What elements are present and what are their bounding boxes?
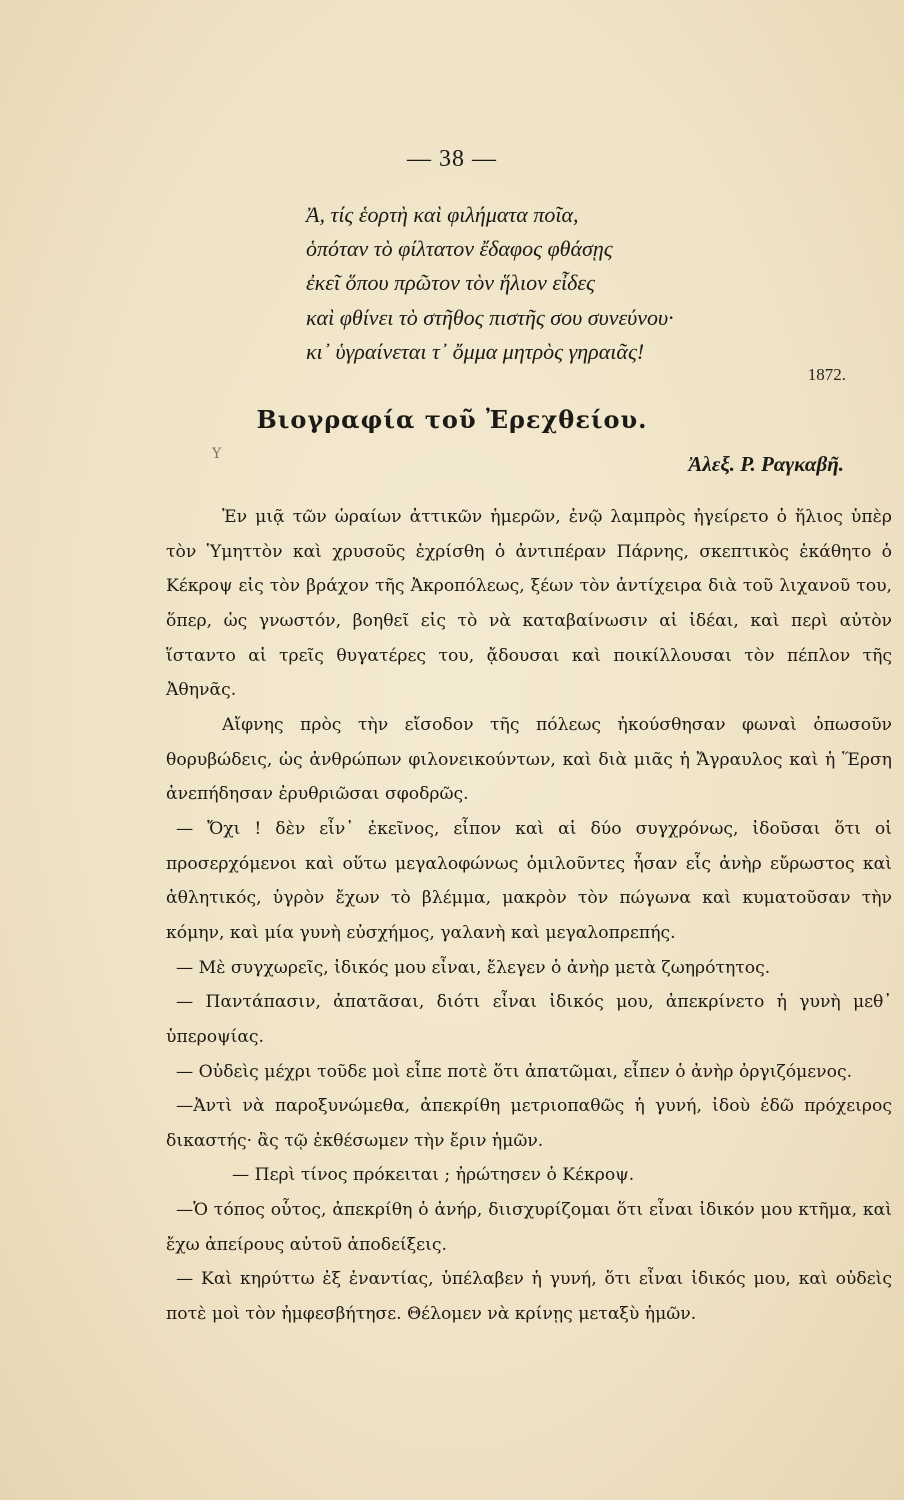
poem-line: Ἀ, τίς ἑορτὴ καὶ φιλήματα ποῖα, — [306, 202, 579, 227]
poem-line: ὁπόταν τὸ φίλτατον ἔδαφος φθάσῃς — [306, 236, 613, 262]
poem-year: 1872. — [807, 365, 846, 384]
dialogue-line: — Καὶ κηρύττω ἐξ ἐναντίας, ὑπέλαβεν ἡ γυνή, ὅτι εἶναι ἰδικός μου, καὶ οὐδεὶς ποτὲ μοὶ τὸν ἠμφεσβήτησε. Θέλομεν νὰ κρίνῃς μεταξὺ ἡμῶν. — [166, 1269, 892, 1325]
dialogue-line: — Οὐδεὶς μέχρι τοῦδε μοὶ εἶπε ποτὲ ὅτι ἀπατῶμαι, εἶπεν ὁ ἀνὴρ ὀργιζόμενος. — [176, 1061, 853, 1082]
margin-mark: Υ — [212, 446, 222, 462]
dialogue-line: — Μὲ συγχωρεῖς, ἰδικός μου εἶναι, ἔλεγεν ὁ ἀνὴρ μετὰ ζωηρότητος. — [176, 957, 771, 978]
page-number: — 38 — — [407, 146, 497, 172]
poem-stanza — [306, 198, 846, 369]
article-author: Ἀλεξ. Ρ. Ραγκαβῆ. — [688, 452, 844, 476]
poem-line: ἐκεῖ ὅπου πρῶτον τὸν ἥλιον εἶδες — [306, 270, 595, 296]
article-title: Βιογραφία τοῦ Ἐρεχθείου. — [256, 405, 648, 434]
dialogue-line: —Ἀντὶ νὰ παροξυνώμεθα, ἀπεκρίθη μετριοπαθῶς ἡ γυνή, ἰδοὺ ἐδῶ πρόχειρος δικαστής· ἂς τῷ ἐκθέσωμεν τὴν ἔριν ἡμῶν. — [166, 1096, 892, 1151]
dialogue-line: —Ὁ τόπος οὗτος, ἀπεκρίθη ὁ ἀνήρ, διισχυρίζομαι ὅτι εἶναι ἰδικόν μου κτῆμα, καὶ ἔχω ἀπείρους αὐτοῦ ἀποδείξεις. — [166, 1200, 892, 1255]
dialogue-line: — Περὶ τίνος πρόκειται ; ἠρώτησεν ὁ Κέκροψ. — [232, 1165, 635, 1186]
poem-line: κι᾽ ὑγραίνεται τ᾽ ὄμμα μητρὸς γηραιᾶς! — [306, 338, 645, 364]
dialogue-line: — Παντάπασιν, ἀπατᾶσαι, διότι εἶναι ἰδικός μου, ἀπεκρίνετο ἡ γυνὴ μεθ᾽ ὑπεροψίας. — [166, 992, 892, 1047]
dialogue-line: — Ὄχι ! δὲν εἶν᾽ ἐκεῖνος, εἶπον καὶ αἱ δύο συγχρόνως, ἰδοῦσαι ὅτι οἱ προσερχόμενοι καὶ οὕτω μεγαλοφώνως ὁμιλοῦντες ἦσαν εἷς ἀνὴρ εὔρωστος καὶ ἀθλητικός, ὑγρὸν ἔχων τὸ βλέμμα, μακρὸν τὸν πώγωνα καὶ κυματοῦσαν τὴν κόμην, καὶ μία γυνὴ εὐσχήμος, γαλανὴ καὶ μεγαλοπρεπής. — [166, 818, 892, 943]
paragraph: Ἐν μιᾷ τῶν ὡραίων ἀττικῶν ἡμερῶν, ἐνῷ λαμπρὸς ἠγείρετο ὁ ἥλιος ὑπὲρ τὸν Ὑμηττὸν καὶ χρυσοῦς ἐχρίσθη ὁ ἀντιπέραν Πάρνης, σκεπτικὸς ἐκάθητο ὁ Κέκροψ εἰς τὸν βράχον τῆς Ἀκροπόλεως, ξέων τὸν ἀντίχειρα διὰ τοῦ λιχανοῦ του, ὅπερ, ὡς γνωστόν, βοηθεῖ εἰς τὸ νὰ καταβαίνωσιν αἱ ἰδέαι, καὶ περὶ αὐτὸν ἵσταντο αἱ τρεῖς θυγατέρες του, ᾄδουσαι καὶ ποικίλλουσαι τὸν πέπλον τῆς Ἀθηνᾶς. — [166, 507, 892, 701]
article-body — [166, 500, 892, 1332]
paragraph: Αἴφνης πρὸς τὴν εἴσοδον τῆς πόλεως ἠκούσθησαν φωναὶ ὁπωσοῦν θορυβώδεις, ὡς ἀνθρώπων φιλονεικούντων, καὶ διὰ μιᾶς ἡ Ἄγραυλος καὶ ἡ Ἕρση ἀνεπήδησαν ἐρυθριῶσαι σφοδρῶς. — [166, 714, 892, 805]
poem-line: καὶ φθίνει τὸ στῆθος πιστῆς σου συνεύνου· — [306, 304, 674, 330]
